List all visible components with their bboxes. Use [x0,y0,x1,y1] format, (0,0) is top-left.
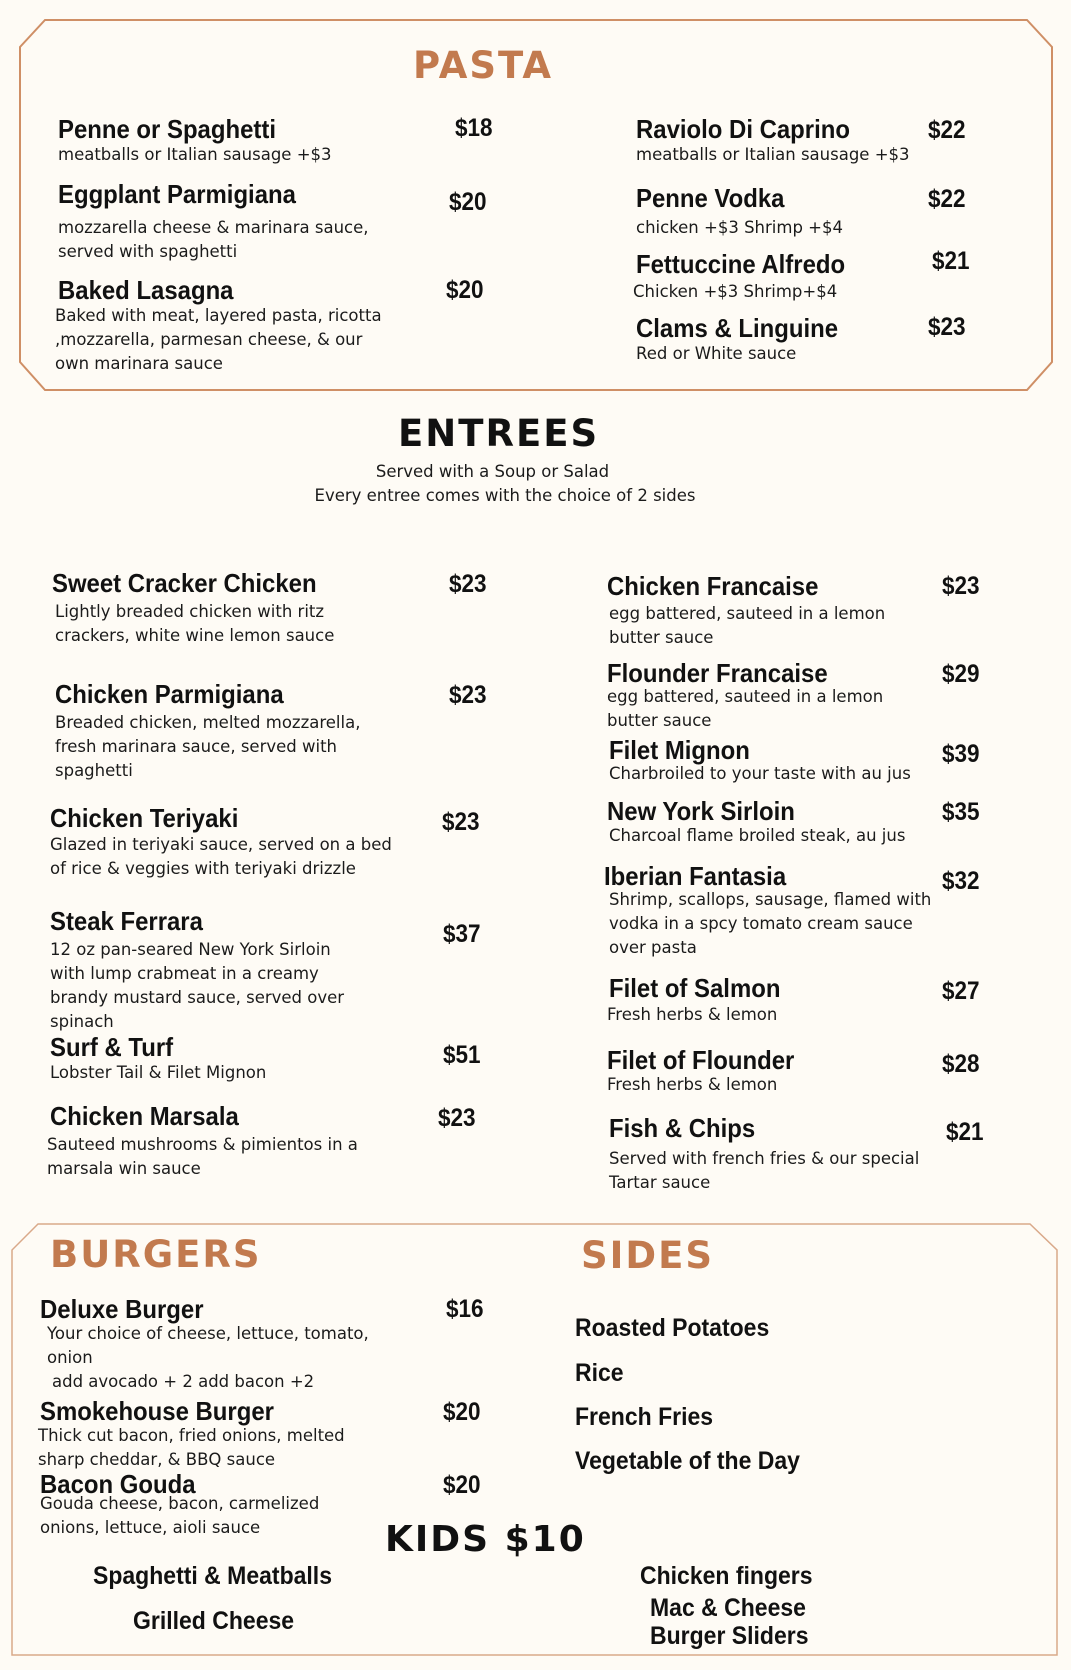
entree-item-price: $23 [438,1104,476,1132]
pasta-item-name: Raviolo Di Caprino [636,114,850,144]
entree-item-name: New York Sirloin [607,796,795,826]
entree-item-price: $23 [942,572,980,600]
burger-item-desc: add avocado + 2 add bacon +2 [52,1372,315,1391]
entree-item-name: Surf & Turf [50,1032,174,1062]
entree-item-name: Fish & Chips [609,1113,756,1143]
entree-item-desc: Breaded chicken, melted mozzarella, fresh marinara sauce, served with spaghetti [55,713,361,780]
entrees-note: Every entree comes with the choice of 2 sides [314,486,696,505]
burger-item-price: $20 [443,1471,481,1499]
pasta-item-name: Penne Vodka [636,183,785,213]
entree-item-price: $27 [942,977,980,1005]
entree-item-name: Filet Mignon [609,735,750,765]
burger-item-price: $16 [446,1295,484,1323]
entree-item-name: Iberian Fantasia [604,861,787,891]
pasta-item-name: Eggplant Parmigiana [58,179,296,209]
entree-item-price: $29 [942,660,980,688]
sides-heading: SIDES [581,1234,715,1277]
entree-item-price: $35 [942,798,980,826]
entree-item-name: Chicken Francaise [607,571,819,601]
side-item: French Fries [575,1403,714,1431]
entree-item-name: Filet of Flounder [607,1045,795,1075]
side-item: Roasted Potatoes [575,1314,770,1342]
entree-item-name: Sweet Cracker Chicken [52,568,317,598]
entree-item-desc: Sauteed mushrooms & pimientos in a marsala win sauce [47,1135,358,1178]
kids-heading: KIDS $10 [385,1519,586,1560]
pasta-item-desc: Baked with meat, layered pasta, ricotta ,mozzarella, parmesan cheese, & our own marinara sauce [55,306,382,373]
burger-item-name: Smokehouse Burger [40,1396,274,1426]
pasta-item-price: $20 [446,276,484,304]
pasta-item-price: $22 [928,185,966,213]
pasta-item-price: $23 [928,313,966,341]
entree-item-price: $37 [443,920,481,948]
burger-item-desc: Gouda cheese, bacon, carmelized onions, lettuce, aioli sauce [40,1494,320,1537]
entree-item-name: Steak Ferrara [50,906,203,936]
entree-item-price: $23 [449,570,487,598]
pasta-item-name: Baked Lasagna [58,275,234,305]
burger-item-price: $20 [443,1398,481,1426]
side-item: Vegetable of the Day [575,1447,800,1475]
kids-item: Burger Sliders [650,1622,809,1650]
kids-item: Spaghetti & Meatballs [93,1562,332,1590]
entree-item-desc: Shrimp, scallops, sausage, flamed with vodka in a spcy tomato cream sauce over pasta [609,890,932,957]
burger-item-name: Bacon Gouda [40,1469,196,1499]
entree-item-desc: Served with french fries & our special Tartar sauce [609,1149,920,1192]
pasta-item-price: $20 [449,188,487,216]
entree-item-price: $23 [449,681,487,709]
pasta-item-price: $22 [928,116,966,144]
entree-item-desc: 12 oz pan-seared New York Sirloin with lump crabmeat in a creamy brandy mustard sauce, served over spinach [50,940,345,1031]
kids-item: Grilled Cheese [133,1607,295,1635]
pasta-item-name: Penne or Spaghetti [58,114,276,144]
pasta-item-desc: chicken +$3 Shrimp +$4 [636,218,843,237]
entree-item-desc: Lobster Tail & Filet Mignon [50,1063,267,1082]
entree-item-desc: egg battered, sauteed in a lemon butter sauce [607,687,884,730]
burger-item-desc: Your choice of cheese, lettuce, tomato, onion [47,1324,369,1367]
entree-item-desc: Fresh herbs & lemon [607,1075,778,1094]
entree-item-price: $32 [942,867,980,895]
entree-item-desc: Charbroiled to your taste with au jus [609,764,911,783]
side-item: Rice [575,1359,624,1387]
burgers-heading: BURGERS [50,1233,262,1276]
burger-item-name: Deluxe Burger [40,1294,204,1324]
pasta-heading: PASTA [413,44,554,87]
entree-item-price: $51 [443,1041,481,1069]
pasta-item-name: Fettuccine Alfredo [636,249,846,279]
entree-item-price: $28 [942,1050,980,1078]
entree-item-name: Filet of Salmon [609,973,781,1003]
entree-item-desc: Charcoal flame broiled steak, au jus [609,826,906,845]
entree-item-desc: Glazed in teriyaki sauce, served on a bed of rice & veggies with teriyaki drizzle [50,835,392,878]
entrees-heading: ENTREES [398,412,600,455]
entree-item-desc: egg battered, sauteed in a lemon butter sauce [609,604,886,647]
pasta-item-desc: Red or White sauce [636,344,797,363]
pasta-item-name: Clams & Linguine [636,313,839,343]
burger-item-desc: Thick cut bacon, fried onions, melted sharp cheddar, & BBQ sauce [38,1426,345,1469]
entree-item-price: $23 [442,808,480,836]
pasta-item-price: $18 [455,114,493,142]
pasta-item-desc: meatballs or Italian sausage +$3 [636,145,910,164]
entree-item-desc: Fresh herbs & lemon [607,1005,778,1024]
entree-item-desc: Lightly breaded chicken with ritz crackers, white wine lemon sauce [55,602,335,645]
entree-item-name: Flounder Francaise [607,658,828,688]
entree-item-price: $39 [942,740,980,768]
entree-item-name: Chicken Teriyaki [50,803,239,833]
entree-item-price: $21 [946,1118,984,1146]
entree-item-name: Chicken Marsala [50,1101,239,1131]
entree-item-name: Chicken Parmigiana [55,679,284,709]
entrees-note: Served with a Soup or Salad [375,462,610,481]
pasta-item-desc: meatballs or Italian sausage +$3 [58,145,332,164]
kids-item: Mac & Cheese [650,1594,806,1622]
pasta-item-desc: mozzarella cheese & marinara sauce, served with spaghetti [58,218,369,261]
pasta-item-price: $21 [932,247,970,275]
kids-item: Chicken fingers [640,1562,813,1590]
pasta-item-desc: Chicken +$3 Shrimp+$4 [633,282,838,301]
